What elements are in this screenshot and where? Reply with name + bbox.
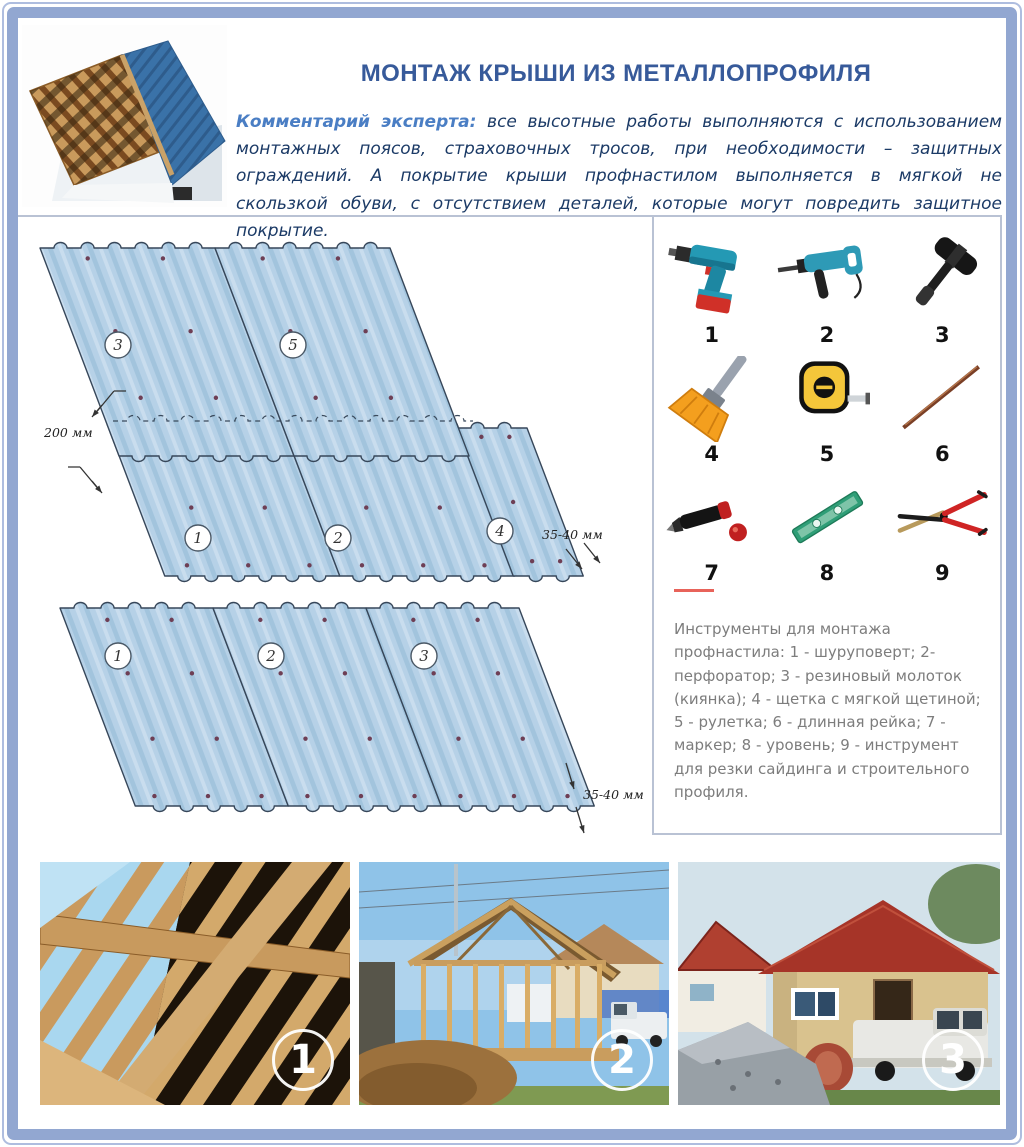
tool-number: 9 bbox=[935, 561, 950, 585]
tool-cell-batten bbox=[885, 346, 1000, 465]
sheet-layout-diagram-single-row bbox=[18, 593, 652, 845]
tool-cell-drill bbox=[654, 227, 769, 346]
rotary-hammer-icon bbox=[775, 237, 879, 323]
svg-text:1: 1 bbox=[193, 529, 203, 547]
svg-text:35-40 мм: 35-40 мм bbox=[542, 527, 603, 542]
tool-number: 4 bbox=[704, 442, 719, 466]
tool-number: 5 bbox=[819, 442, 835, 466]
sheet-layout-panel bbox=[18, 215, 652, 847]
svg-text:3: 3 bbox=[419, 647, 429, 665]
tool-number: 6 bbox=[935, 442, 950, 466]
rubber-mallet-icon bbox=[890, 237, 994, 323]
commentary-label: Комментарий эксперта: bbox=[236, 112, 477, 132]
roof-under-construction-icon bbox=[22, 25, 227, 207]
tool-number: 8 bbox=[819, 561, 835, 585]
tools-legend: Инструменты для монтажа профнастила: 1 - шуруповерт; 2- перфоратор; 3 - резиновый молоток (киянка); 4 - щетка с мягкой щетиной; 5 - рулетка; 6 - длинная рейка; 7 - маркер; 8 - уровень; 9 - инструмент для резки сайдинга и строительного профиля. bbox=[674, 620, 981, 801]
tool-number: 3 bbox=[935, 323, 950, 347]
red-divider-line bbox=[674, 589, 714, 592]
level-icon bbox=[775, 475, 879, 561]
wooden-roof-battens-photo bbox=[40, 862, 350, 1105]
tool-cell-tape-measure bbox=[769, 346, 884, 465]
brush-icon bbox=[660, 356, 764, 442]
photo-number-badge: 3 bbox=[922, 1029, 984, 1091]
commentary-text: все высотные работы выполняются с использованием монтажных поясов, страховочных тросов, при необходимости – защитных ограждений. А покрытие крыши профнастилом выполняется в мягкой не скользкой обуви, с отсутствием деталей, которые могут повредить защитное покрытие. bbox=[236, 112, 1003, 241]
profile-shears-icon bbox=[890, 475, 994, 561]
batten-icon bbox=[890, 356, 994, 442]
tool-number: 7 bbox=[704, 561, 719, 585]
photo-number-badge: 1 bbox=[272, 1029, 334, 1091]
marker-icon bbox=[660, 475, 764, 561]
sheet-layout-diagram-staggered bbox=[18, 223, 652, 591]
svg-text:4: 4 bbox=[495, 522, 505, 540]
svg-text:3: 3 bbox=[113, 336, 123, 354]
tool-number: 2 bbox=[819, 323, 835, 347]
svg-text:200 мм: 200 мм bbox=[44, 425, 93, 440]
svg-text:1: 1 bbox=[113, 647, 123, 665]
tool-cell-profile-shears bbox=[885, 465, 1000, 584]
tool-cell-brush bbox=[654, 346, 769, 465]
tool-cell-level bbox=[769, 465, 884, 584]
photo-strip bbox=[40, 862, 1000, 1105]
tool-number: 1 bbox=[704, 323, 719, 347]
tools-panel bbox=[652, 215, 1002, 835]
drill-icon bbox=[660, 237, 764, 323]
page-title: МОНТАЖ КРЫШИ ИЗ МЕТАЛЛОПРОФИЛЯ bbox=[360, 60, 872, 88]
tool-cell-rubber-mallet bbox=[885, 227, 1000, 346]
finished-house-red-roof-photo bbox=[678, 862, 1000, 1105]
svg-text:35-40 мм: 35-40 мм bbox=[583, 787, 644, 802]
photo-number-badge: 2 bbox=[591, 1029, 653, 1091]
tape-measure-icon bbox=[775, 356, 879, 442]
svg-text:2: 2 bbox=[266, 647, 276, 665]
svg-text:2: 2 bbox=[333, 529, 343, 547]
svg-text:5: 5 bbox=[288, 336, 298, 354]
tools-grid bbox=[654, 227, 1000, 584]
tool-cell-marker bbox=[654, 465, 769, 584]
tool-cell-rotary-hammer bbox=[769, 227, 884, 346]
timber-frame-construction-photo bbox=[359, 862, 669, 1105]
